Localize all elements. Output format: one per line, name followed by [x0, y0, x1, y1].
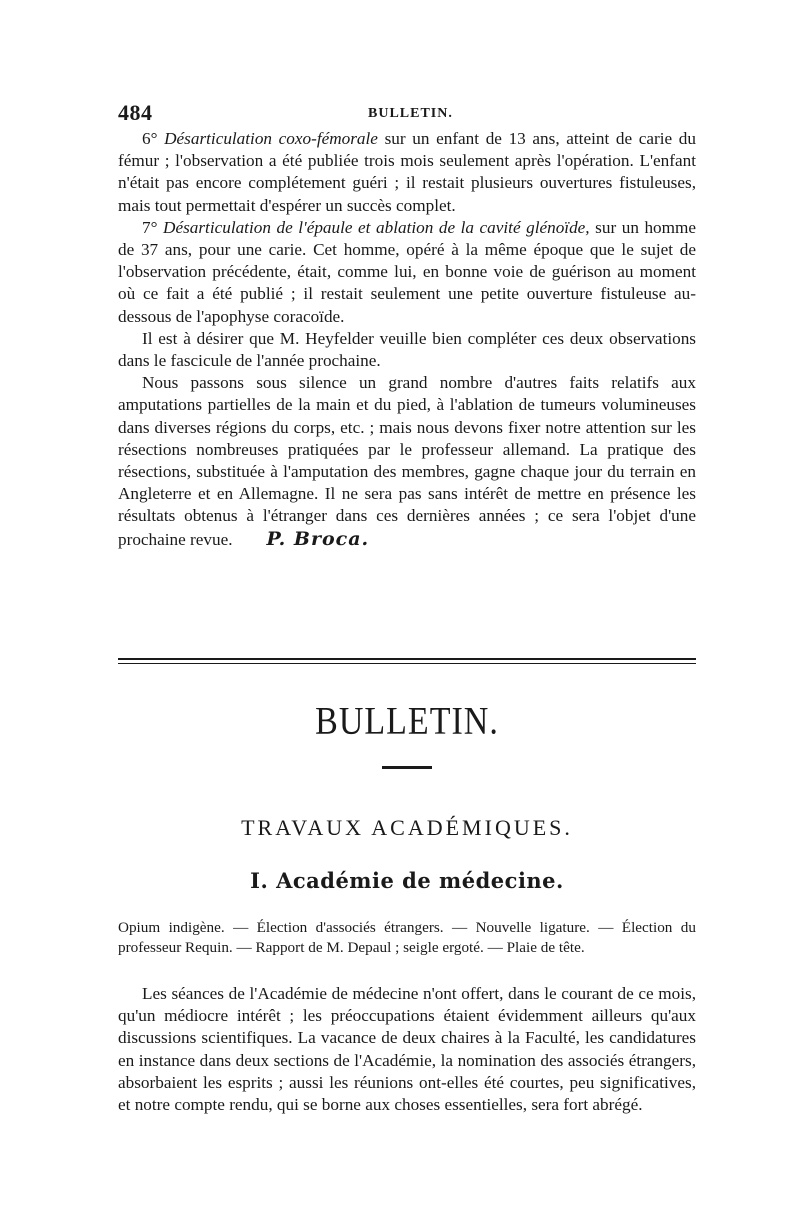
- section-divider: [118, 658, 696, 664]
- title-underline: [382, 766, 432, 769]
- bottom-text-block: [118, 983, 696, 1116]
- item-body-6: sur un enfant de 13 ans, atteint de carie du fémur ; l'observation a été publiée trois mois seulement après l'opération. L'enfant n'était pas encore complétement guéri ; il restait plusieurs ouvertures fistuleuses, mais tout permettait d'espérer un succès complet.: [118, 129, 696, 215]
- paragraph-7: [118, 217, 696, 328]
- divider-line-thin: [118, 663, 696, 664]
- section-subtitle: TRAVAUX ACADÉMIQUES.: [241, 815, 573, 840]
- top-text-block: [118, 128, 696, 551]
- item-title-7: Désarticulation de l'épaule et ablation de la cavité glénoïde,: [163, 217, 590, 237]
- item-body-7: sur un homme de 37 ans, pour une carie. Cet homme, opéré à la même époque que le sujet de l'observation précédente, était, comme lui, en bonne voie de guérison au moment où ce fait a été publié ; il restait seulement une petite ouverture fistuleuse au-dessous de l'apophyse coracoïde.: [118, 217, 697, 326]
- paragraph-seances: Les séances de l'Académie de médecine n'ont offert, dans le courant de ce mois, qu'un médiocre intérêt ; les préoccupations étaient évidemment ailleurs qu'aux discussions scientifiques. La vacance de deux chaires à la Faculté, les candidatures en instance dans deux sections de l'Académie, la nomination des associés étrangers, absorbaient les esprits ; aussi les réunions ont-elles été courtes, peu significatives, et notre compte rendu, qui se borne aux choses essentielles, sera fort abrégé.: [118, 984, 696, 1115]
- page-number: 484: [118, 100, 153, 125]
- summary-text: Opium indigène. — Élection d'associés étrangers. — Nouvelle ligature. — Élection du professeur Requin. — Rapport de M. Depaul ; seigle ergoté. — Plaie de tête.: [118, 919, 696, 956]
- summary-line: [118, 918, 696, 958]
- item-number-6: 6°: [142, 129, 158, 148]
- running-head: [118, 100, 698, 126]
- running-title: BULLETIN.: [368, 106, 453, 121]
- item-number-7: 7°: [142, 217, 158, 237]
- paragraph-resections-text: Nous passons sous silence un grand nombre d'autres faits relatifs aux amputations partielles de la main et du pied, à l'ablation de tumeurs volumineuses dans diverses régions du corps, etc. ; mais nous devons fixer notre attention sur les résections nombreuses pratiquées par le professeur allemand. La pratique des résections, substituée à l'amputation des membres, gagne chaque jour du terrain en Angleterre et en Allemagne. Il ne sera pas sans intérêt de mettre en présence les résultats obtenus à l'étranger dans ces dernières années ; ce sera l'objet d'une prochaine revue.: [118, 373, 696, 549]
- paragraph-heyfelder: Il est à désirer que M. Heyfelder veuille bien compléter ces deux observations dans le fascicule de l'année prochaine.: [118, 328, 696, 371]
- paragraph-resections: [118, 372, 696, 551]
- subsection-title: I. Académie de médecine.: [250, 868, 564, 893]
- author-signature: P. Broca.: [266, 527, 370, 550]
- item-title-6: Désarticulation coxo-fémorale: [164, 129, 378, 148]
- divider-line-thick: [118, 658, 696, 660]
- section-title: BULLETIN.: [315, 700, 499, 743]
- paragraph-6: [118, 128, 696, 217]
